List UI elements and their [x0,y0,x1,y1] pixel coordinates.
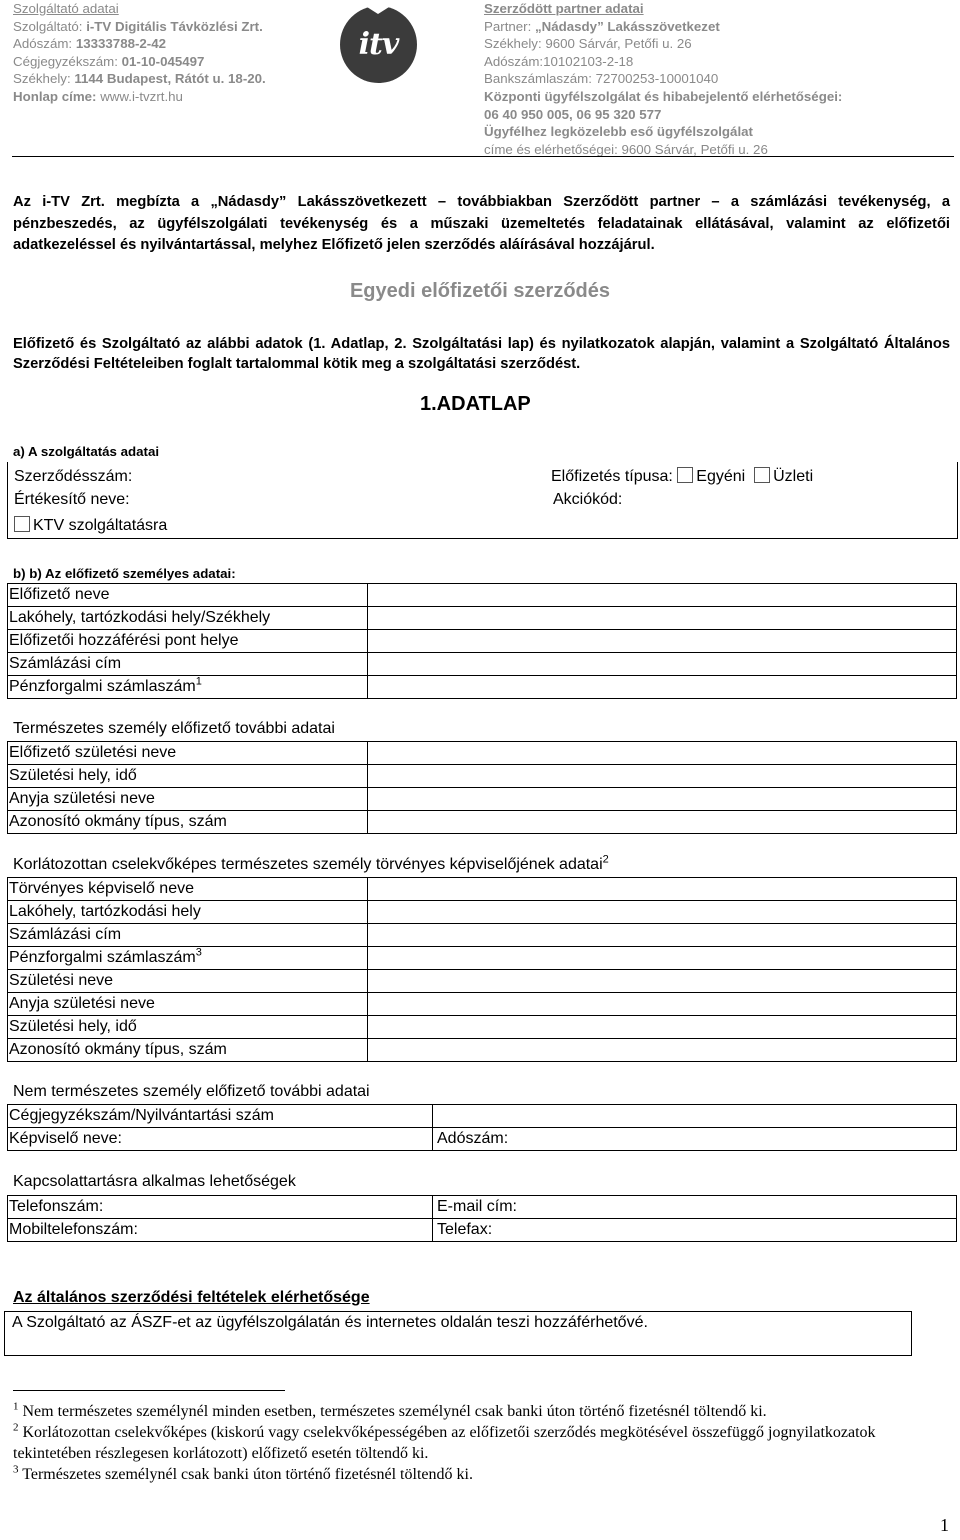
aszf-box [4,1311,912,1356]
parties-paragraph: Előfizető és Szolgáltató az alábbi adatok (1. Adatlap, 2. Szolgáltatási lap) és nyilatkozatok alapján, valamint a Szolgáltató Általános Szerződési Feltételeiben foglalt tartalommal kötik meg a szolgáltatási szerződést. [13,336,950,372]
field-value[interactable] [368,653,957,676]
form-row [8,607,957,630]
form-row [8,811,957,834]
field-label: Előfizető születési neve [8,742,368,765]
footnote: $^3$ Természetes személynél csak banki úton történő fizetésnél töltendő ki. [13,1463,473,1483]
company-reg-field[interactable]: Cégjegyzékszám/Nyilvántartási szám [8,1105,433,1128]
provider-heading: Szolgáltató adatai [13,1,119,16]
intro-paragraph: Az i-TV Zrt. megbízta a „Nádasdy” Lakásszövetkezett – továbbiakban Szerződött partner – a számlázási tevékenység, a pénzbeszedés, az ügyfélszolgálati tevékenység és a műszaki üzemeltetés feladatainak ellátásával, valamint az előfizetői adatkezeléssel és nyilvántartással, melyhez Előfizető jelen szerződés aláírásával hozzájárul. [13,194,950,253]
personal-table [7,583,957,699]
header-divider [12,156,954,157]
field-value[interactable] [368,607,957,630]
field-label: Születési neve [8,970,368,993]
form-row [8,676,957,699]
field-value[interactable] [368,630,957,653]
partner-name: „Nádasdy” Lakásszövetkezet [535,18,720,34]
form-row [8,947,957,970]
form-row [8,993,957,1016]
limited-table [7,877,957,1062]
field-label: Pénzforgalmi számlaszám$^3$ [8,947,368,970]
business-checkbox[interactable] [754,467,770,483]
service-box [7,462,958,539]
field-value[interactable] [368,878,957,901]
field-label: Számlázási cím [8,924,368,947]
form-row [8,1039,957,1062]
logo-notch-icon [356,0,400,14]
form-row [8,901,957,924]
form-row [8,878,957,901]
field-label: Születési hely, idő [8,765,368,788]
adatlap-title: 1.ADATLAP [420,393,531,415]
individual-checkbox[interactable] [677,467,693,483]
field-value[interactable] [368,811,957,834]
form-row [8,788,957,811]
non-natural-table [7,1104,957,1151]
nearest-service-value: címe és elérhetőségei: 9600 Sárvár, Petőfi u. 26 [484,141,768,157]
ktv-checkbox[interactable] [14,516,30,532]
subscription-type-label: Előfizetés típusa: [551,468,673,485]
promo-code-field[interactable]: Akciókód: [553,491,623,508]
field-label: Törvényes képviselő neve [8,878,368,901]
field-label: Anyja születési neve [8,788,368,811]
nearest-service-label: Ügyfélhez legközelebb eső ügyfélszolgálat [484,124,753,140]
field-value[interactable] [368,742,957,765]
footnote: $^2$ Korlátozottan cselekvőképes (kiskorú vagy cselekvőképességében az előfizetői szerződés megkötésével összefüggő jognyilatkozatok tekintetében részlegesen korlátozott) előfizető esetén töltendő ki. [13,1421,876,1462]
footnote-divider [13,1390,285,1391]
form-row [8,653,957,676]
seller-name-field[interactable]: Értékesítő neve: [14,491,130,508]
field-value[interactable] [368,584,957,607]
provider-info: Szolgáltató adatai Szolgáltató: i-TV Digitális Távközlési Zrt. Adószám: 13333788-2-42 Cégjegyzékszám: 01-10-045497 Székhely: 1144 Budapest, Rátót u. 18-20. Honlap címe: www.i-tvzrt.hu [13,1,266,104]
field-value[interactable] [368,970,957,993]
partner-seat: Székhely: 9600 Sárvár, Petőfi u. 26 [484,36,692,52]
provider-reg: 01-10-045497 [121,53,205,69]
partner-tax: Adószám:10102103-2-18 [484,53,634,69]
ktv-label: KTV szolgáltatásra [33,517,168,534]
field-label: Számlázási cím [8,653,368,676]
email-field[interactable]: E-mail cím: [433,1196,957,1219]
itv-logo: itv [340,6,417,83]
field-value[interactable] [368,1016,957,1039]
field-label: Anyja születési neve [8,993,368,1016]
form-row [8,970,957,993]
contact-heading: Kapcsolattartásra alkalmas lehetőségek [13,1173,296,1190]
form-row [8,924,957,947]
partner-info: Szerződött partner adatai Partner: „Nádasdy” Lakásszövetkezet Székhely: 9600 Sárvár, Petőfi u. 26 Adószám:10102103-2-18 Bankszámlaszám: 72700253-10001040 Központi ügyfélszolgálat és hibabejelentő elérhetőségei: 06 40 950 005, 06 95 320 577 Ügyfélhez legközelebb eső ügyfélszolgálat címe és elérhetőségei: 9600 Sárvár, Petőfi u. 26 [484,0,954,158]
field-label: Előfizető neve [8,584,368,607]
partner-bank: Bankszámlaszám: 72700253-10001040 [484,71,719,87]
partner-heading: Szerződött partner adatai [484,1,644,16]
tax-number-field[interactable]: Adószám: [433,1128,957,1151]
provider-name: i-TV Digitális Távközlési Zrt. [86,18,263,34]
field-value[interactable] [368,993,957,1016]
field-value[interactable] [368,676,957,699]
natural-table [7,741,957,834]
field-label: Előfizetői hozzáférési pont helye [8,630,368,653]
page-number: 1 [940,1515,949,1535]
field-value[interactable] [368,765,957,788]
contract-number-field[interactable]: Szerződésszám: [14,468,133,485]
service-heading: a) A szolgáltatás adatai [13,444,160,459]
footnote: $^1$ Nem természetes személynél minden esetben, természetes személynél csak banki úton történő fizetésnél töltendő ki. [13,1400,767,1420]
field-label: Pénzforgalmi számlaszám$^1$ [8,676,368,699]
individual-label: Egyéni [696,468,746,485]
field-value[interactable] [368,788,957,811]
aszf-heading: Az általános szerződési feltételek elérhetősége [13,1289,370,1306]
business-label: Üzleti [773,468,814,485]
footnotes [13,1401,913,1485]
field-label: Azonosító okmány típus, szám [8,811,368,834]
form-row [8,742,957,765]
field-value[interactable] [368,901,957,924]
natural-heading: Természetes személy előfizető további adatai [13,720,335,737]
field-label: Születési hely, idő [8,1016,368,1039]
form-row [8,584,957,607]
contract-title: Egyedi előfizetői szerződés [349,280,611,302]
provider-tax: 13333788-2-42 [75,36,167,52]
fax-field[interactable]: Telefax: [433,1219,957,1242]
representative-field[interactable]: Képviselő neve: [8,1128,433,1151]
mobile-field[interactable]: Mobiltelefonszám: [8,1219,433,1242]
aszf-text: A Szolgáltató az ÁSZF-et az ügyfélszolgálatán és internetes oldalán teszi hozzáférhetővé. [12,1314,648,1331]
form-row [8,1016,957,1039]
provider-web: www.i-tvzrt.hu [100,88,183,104]
limited-heading: Korlátozottan cselekvőképes természetes személy törvényes képviselőjének adatai$^2$ [13,853,609,873]
central-service-phones: 06 40 950 005, 06 95 320 577 [484,106,662,122]
field-label: Azonosító okmány típus, szám [8,1039,368,1062]
field-label: Lakóhely, tartózkodási hely [8,901,368,924]
central-service-label: Központi ügyfélszolgálat és hibabejelentő elérhetőségei: [484,88,843,104]
contact-table [7,1195,957,1242]
personal-heading: b) b) Az előfizető személyes adatai: [13,566,236,581]
provider-seat: 1144 Budapest, Rátót u. 18-20. [74,71,266,87]
form-row [8,630,957,653]
company-reg-value[interactable] [433,1105,957,1128]
field-value[interactable] [368,1039,957,1062]
non-natural-heading: Nem természetes személy előfizető további adatai [13,1083,370,1100]
field-value[interactable] [368,924,957,947]
field-label: Lakóhely, tartózkodási hely/Székhely [8,607,368,630]
phone-field[interactable]: Telefonszám: [8,1196,433,1219]
field-value[interactable] [368,947,957,970]
form-row [8,765,957,788]
